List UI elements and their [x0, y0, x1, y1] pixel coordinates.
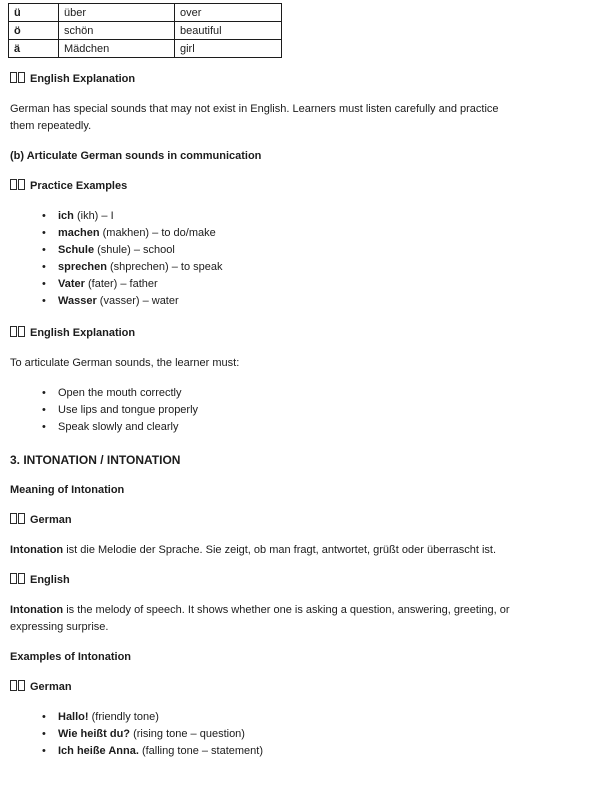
paragraph-line: them repeatedly.	[10, 120, 92, 132]
list-item	[8, 225, 598, 242]
list-item	[8, 293, 598, 310]
table-cell-letter: ä	[9, 40, 59, 58]
table-cell-english-meaning: girl	[175, 40, 282, 58]
list-item: • Open the mouth correctly	[8, 385, 598, 402]
paragraph-intonation-english	[10, 602, 598, 636]
list-item	[8, 242, 598, 259]
lead-term: Intonation	[10, 544, 64, 556]
table-cell-english-meaning: beautiful	[175, 22, 282, 40]
table-cell-german-word: schön	[59, 22, 175, 40]
term-gloss: (ikh) – I	[73, 210, 114, 222]
heading-german-label-1	[10, 512, 598, 529]
paragraph-line: German has special sounds that may not exist in English. Learners must listen carefully and practice	[10, 103, 499, 115]
paragraph-line	[10, 542, 598, 559]
articulation-tips-list	[8, 385, 598, 436]
lead-term: Intonation	[10, 604, 64, 616]
section-heading-intonation: 3. INTONATION / INTONATION	[10, 453, 181, 467]
practice-examples-list	[8, 208, 598, 310]
heading-practice-examples	[10, 178, 598, 195]
list-item	[8, 726, 598, 743]
term-gloss: (fater) – father	[84, 278, 158, 290]
table-cell-german-word: Mädchen	[59, 40, 175, 58]
umlaut-examples-table	[8, 3, 282, 58]
list-item: • Speak slowly and clearly	[8, 419, 598, 436]
table-row	[9, 22, 282, 40]
heading-text: English	[30, 574, 70, 586]
paragraph-text: is the melody of speech. It shows whether one is asking a question, answering, greeting, or	[63, 604, 510, 616]
paragraph-articulate-intro: To articulate German sounds, the learner must:	[10, 357, 240, 369]
missing-glyph-icon	[10, 679, 26, 696]
list-item	[8, 743, 598, 760]
german-term: Wasser	[58, 295, 97, 307]
heading-english-explanation-1	[10, 71, 598, 88]
paragraph-line: expressing surprise.	[10, 621, 109, 633]
list-item	[8, 276, 598, 293]
heading-english-label	[10, 572, 598, 589]
heading-text: Practice Examples	[30, 180, 128, 192]
heading-articulate: (b) Articulate German sounds in communication	[10, 150, 262, 162]
intonation-examples-list	[8, 709, 598, 760]
table-row	[9, 40, 282, 58]
phrase-gloss: (falling tone – statement)	[138, 745, 264, 757]
term-gloss: (makhen) – to do/make	[99, 227, 216, 239]
table-cell-letter: ü	[9, 4, 59, 22]
heading-english-explanation-2	[10, 325, 598, 342]
paragraph-text: ist die Melodie der Sprache. Sie zeigt, ob man fragt, antwortet, grüßt oder überrascht ist.	[63, 544, 497, 556]
list-item: • Use lips and tongue properly	[8, 402, 598, 419]
heading-text: German	[30, 514, 72, 526]
heading-meaning-of-intonation: Meaning of Intonation	[10, 484, 125, 496]
heading-german-label-2	[10, 679, 598, 696]
table-cell-german-word: über	[59, 4, 175, 22]
phrase-gloss: (rising tone – question)	[130, 728, 245, 740]
table-cell-english-meaning: over	[175, 4, 282, 22]
heading-text: German	[30, 681, 72, 693]
german-term: Schule	[58, 244, 95, 256]
heading-text: English Explanation	[30, 73, 136, 85]
german-phrase: Hallo!	[58, 711, 89, 723]
phrase-gloss: (friendly tone)	[88, 711, 159, 723]
german-term: ich	[58, 210, 74, 222]
term-gloss: (shprechen) – to speak	[106, 261, 223, 273]
german-phrase: Wie heißt du?	[58, 728, 131, 740]
missing-glyph-icon	[10, 178, 26, 195]
term-gloss: (vasser) – water	[96, 295, 179, 307]
paragraph-special-sounds	[10, 101, 598, 135]
heading-text: English Explanation	[30, 327, 136, 339]
german-phrase: Ich heiße Anna.	[58, 745, 139, 757]
list-item	[8, 208, 598, 225]
heading-examples-of-intonation: Examples of Intonation	[10, 651, 132, 663]
german-term: machen	[58, 227, 100, 239]
term-gloss: (shule) – school	[94, 244, 175, 256]
paragraph-line	[10, 602, 598, 619]
missing-glyph-icon	[10, 512, 26, 529]
missing-glyph-icon	[10, 572, 26, 589]
missing-glyph-icon	[10, 325, 26, 342]
missing-glyph-icon	[10, 71, 26, 88]
paragraph-intonation-german	[10, 542, 598, 559]
list-item	[8, 259, 598, 276]
german-term: Vater	[58, 278, 85, 290]
german-term: sprechen	[58, 261, 107, 273]
table-cell-letter: ö	[9, 22, 59, 40]
list-item	[8, 709, 598, 726]
table-row	[9, 4, 282, 22]
